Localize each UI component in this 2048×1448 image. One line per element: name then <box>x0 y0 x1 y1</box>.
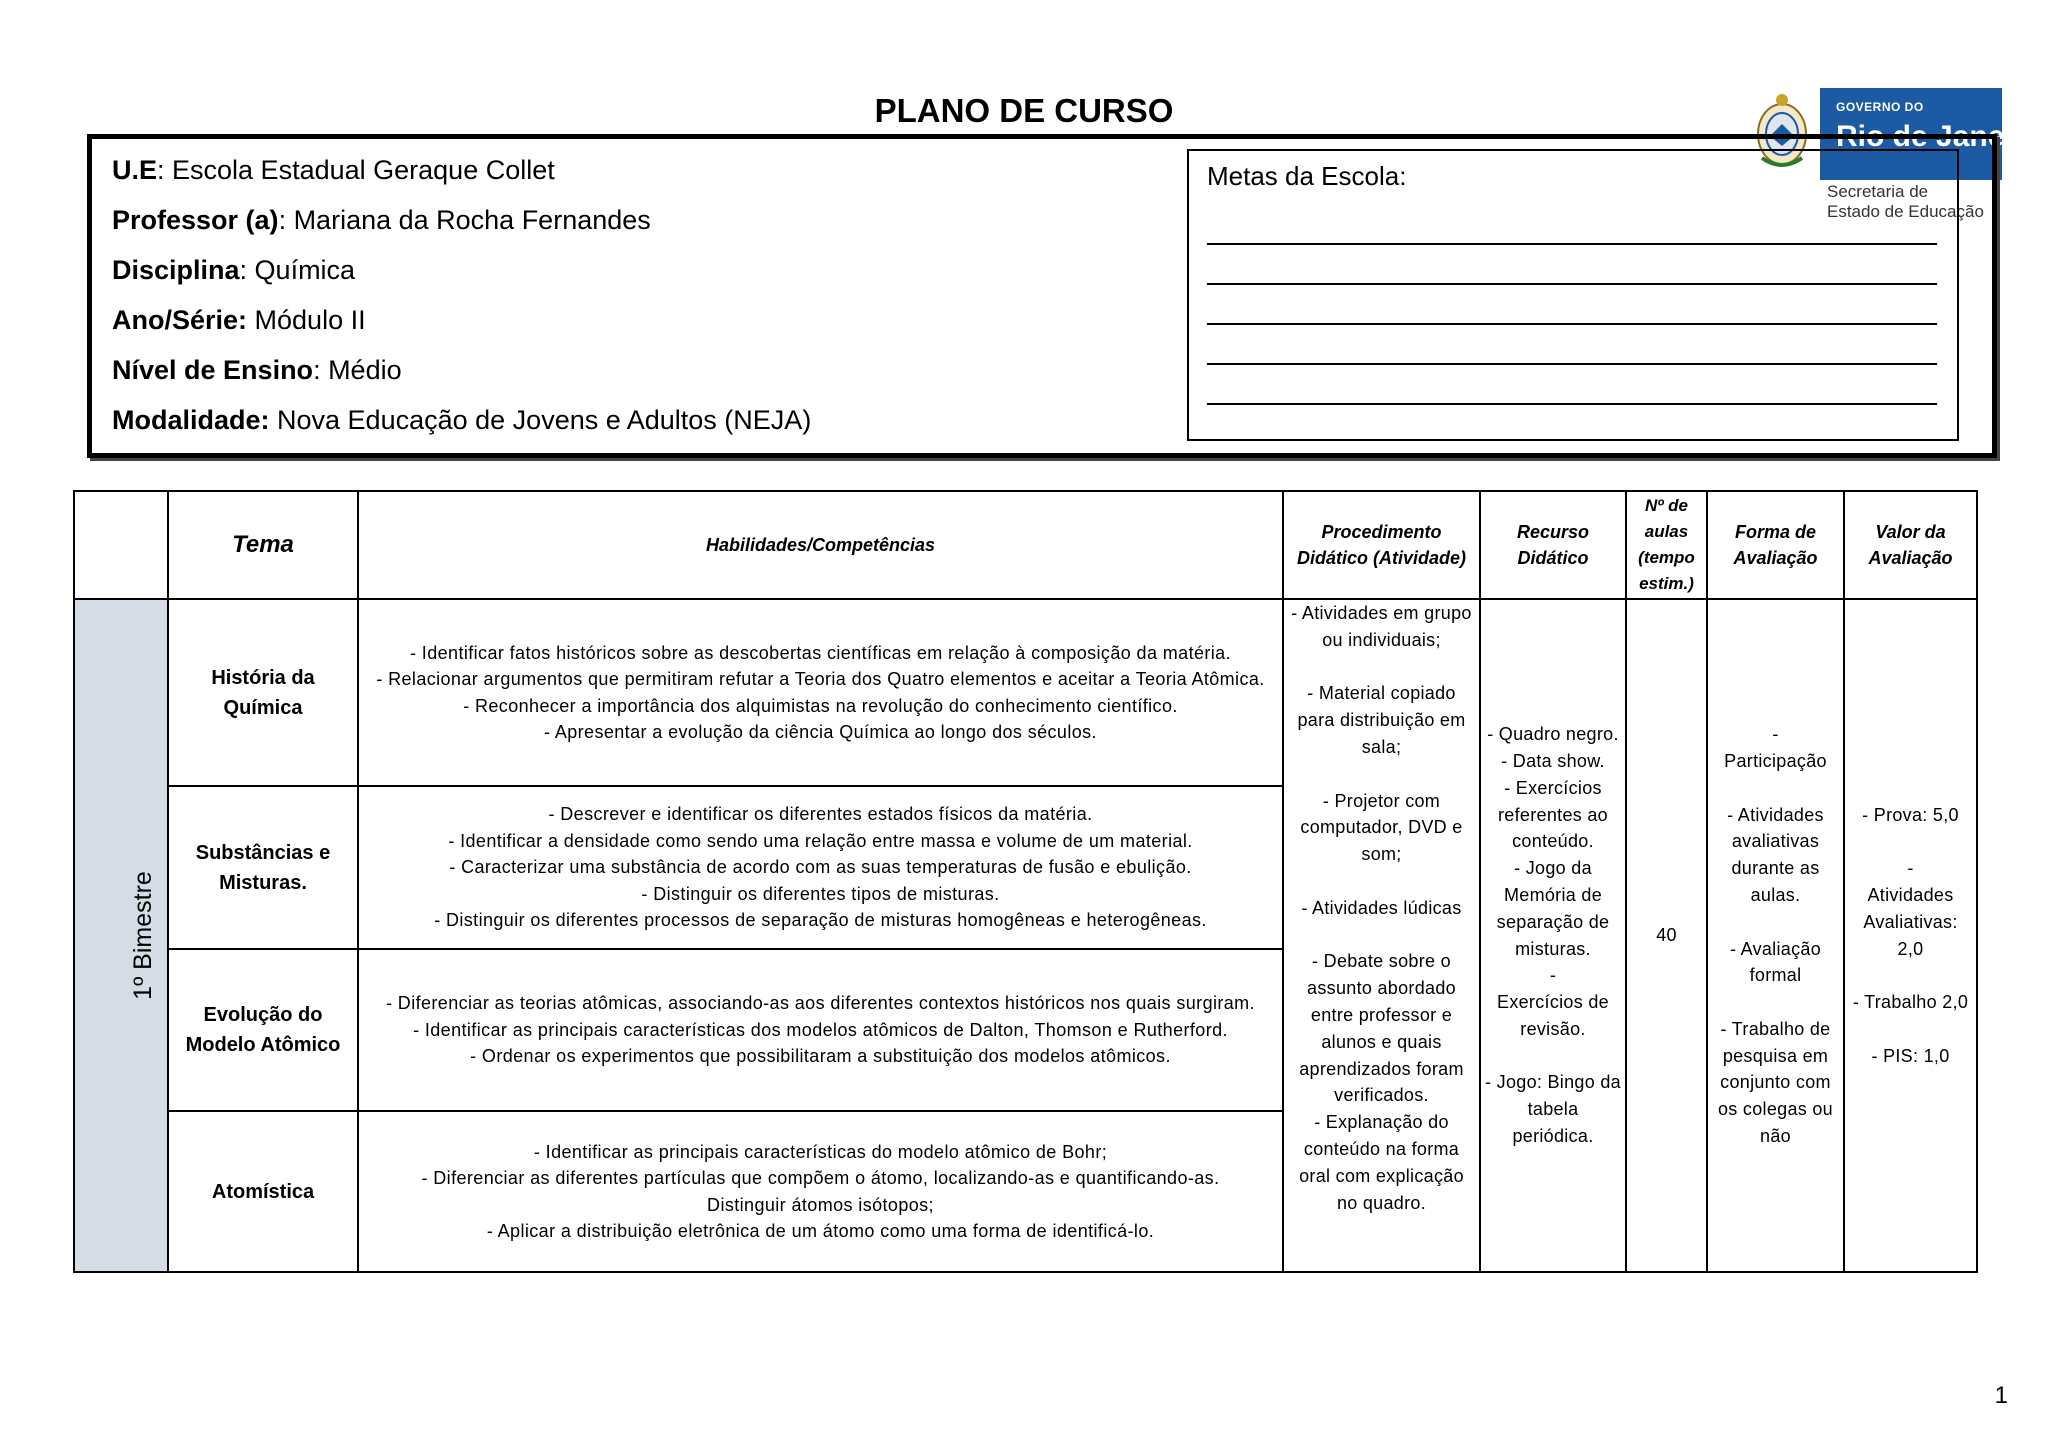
header-valor: Valor da Avaliação <box>1844 491 1977 599</box>
info-nivel-label: Nível de Ensino <box>112 355 314 385</box>
habilidade-item: - Relacionar argumentos que permitiram refutar a Teoria dos Quatro elementos e aceitar a Teoria Atômica. <box>376 669 1265 689</box>
goals-title: Metas da Escola: <box>1207 161 1407 191</box>
habilidade-item: - Identificar as principais características do modelo atômico de Bohr; <box>533 1141 1108 1162</box>
info-professor-label: Professor (a) <box>112 205 279 235</box>
header-recurso: Recurso Didático <box>1480 491 1626 599</box>
info-ue <box>112 155 555 186</box>
goal-blank-line[interactable] <box>1207 403 1937 405</box>
goal-blank-line[interactable] <box>1207 363 1937 365</box>
habilidade-item: - Aplicar a distribuição eletrônica de um átomo como uma forma de identificá-lo. <box>486 1221 1155 1241</box>
bimestre-cell <box>74 599 168 1272</box>
valor-cell <box>1844 599 1977 1272</box>
tema-cell: Substâncias e Misturas. <box>168 786 358 949</box>
info-disciplina-label: Disciplina <box>112 255 240 285</box>
goal-blank-line[interactable] <box>1207 243 1937 245</box>
info-modalidade <box>112 405 811 436</box>
bimestre-label: 1º Bimestre <box>128 871 157 1000</box>
course-plan-table <box>73 490 1978 1273</box>
info-ano <box>112 305 366 336</box>
info-professor-value: : Mariana da Rocha Fernandes <box>278 205 651 235</box>
habilidade-item: - Identificar fatos históricos sobre as descobertas científicas em relação à composição da matéria. <box>410 642 1231 663</box>
logo-subtext-2: Estado de Educação <box>1827 202 1984 221</box>
school-goals-box <box>1187 149 1959 441</box>
habilidade-item: - Ordenar os experimentos que possibilitaram a substituição dos modelos atômicos. <box>470 1046 1171 1067</box>
table-header-row <box>74 491 1977 599</box>
procedimento-cell <box>1283 599 1480 1272</box>
info-ue-label: U.E <box>112 155 158 185</box>
goal-blank-line[interactable] <box>1207 283 1937 285</box>
habilidades-cell <box>358 949 1283 1111</box>
habilidade-item: Distinguir átomos isótopos; <box>707 1194 934 1215</box>
info-disciplina-value: : Química <box>239 255 356 285</box>
habilidades-cell <box>358 1111 1283 1272</box>
habilidade-item: - Identificar as principais características dos modelos atômicos de Dalton, Thomson e Rutherford. <box>413 1019 1228 1040</box>
habilidades-cell <box>358 786 1283 949</box>
habilidade-item: - Identificar a densidade como sendo uma relação entre massa e volume de um material. <box>448 830 1193 851</box>
habilidade-item: - Distinguir os diferentes tipos de misturas. <box>641 883 1000 904</box>
info-ue-value: : Escola Estadual Geraque Collet <box>157 155 555 185</box>
info-modalidade-label: Modalidade: <box>112 405 270 435</box>
tema-cell: História da Química <box>168 599 358 786</box>
forma-text: - Participação - Atividades avaliativas durante as aulas. - Avaliação formal - Trabalho de pesquisa em conjunto com os colegas ou não <box>1718 724 1833 1147</box>
header-empty <box>74 491 168 599</box>
habilidades-cell <box>358 599 1283 786</box>
habilidade-item: - Descrever e identificar os diferentes estados físicos da matéria. <box>548 804 1093 825</box>
header-procedimento: Procedimento Didático (Atividade) <box>1283 491 1480 599</box>
info-modalidade-value: Nova Educação de Jovens e Adultos (NEJA) <box>269 405 812 435</box>
info-disciplina <box>112 255 355 286</box>
habilidade-item: - Distinguir os diferentes processos de separação de misturas homogêneas e heterogêneas. <box>434 910 1207 931</box>
page-title: PLANO DE CURSO <box>874 92 1174 129</box>
info-ano-value: Módulo II <box>247 305 366 335</box>
header-habilidades: Habilidades/Competências <box>358 491 1283 599</box>
header-aulas: Nº de aulas (tempo estim.) <box>1626 491 1707 599</box>
habilidade-item: - Apresentar a evolução da ciência Química ao longo dos séculos. <box>544 722 1097 742</box>
info-nivel-value: : Médio <box>313 355 402 385</box>
info-professor <box>112 205 651 236</box>
habilidade-item: - Diferenciar as diferentes partículas que compõem o átomo, localizando-as e quantificando-as. <box>421 1168 1220 1188</box>
recurso-text: - Quadro negro. - Data show. - Exercícios referentes ao conteúdo. - Jogo da Memória de separação de misturas. - Exercícios de revisão. - Jogo: Bingo da tabela periódica. <box>1485 724 1621 1147</box>
valor-text: - Prova: 5,0 - Atividades Avaliativas: 2,0 - Trabalho 2,0 - PIS: 1,0 <box>1852 804 1969 1066</box>
recurso-cell <box>1480 599 1626 1272</box>
habilidade-item: - Caracterizar uma substância de acordo com as suas temperaturas de fusão e ebulição. <box>449 857 1192 878</box>
logo-text-small: GOVERNO DO <box>1836 100 1924 114</box>
header-forma: Forma de Avaliação <box>1707 491 1844 599</box>
procedimento-text: - Atividades em grupo ou individuais; - Material copiado para distribuição em sala; - Projetor com computador, DVD e som; - Atividades lúdicas - Debate sobre o assunto abordado entre professor e alunos e quais aprendizados foram verificados. - Explanação do conteúdo na forma oral com explicação no quadro. <box>1291 603 1472 1213</box>
logo-subtext-1: Secretaria de <box>1827 182 1929 201</box>
tema-cell: Atomística <box>168 1111 358 1272</box>
habilidade-item: - Diferenciar as teorias atômicas, associando-as aos diferentes contextos históricos nos quais surgiram. <box>386 993 1255 1014</box>
tema-cell: Evolução do Modelo Atômico <box>168 949 358 1111</box>
goal-blank-line[interactable] <box>1207 323 1937 325</box>
logo-text-big: Rio de Janeiro <box>1836 120 2043 153</box>
habilidade-item: - Reconhecer a importância dos alquimistas na revolução do conhecimento científico. <box>463 695 1178 716</box>
aulas-value: 40 <box>1656 925 1677 946</box>
page-number: 1 <box>1994 1382 2008 1409</box>
table-row <box>74 599 1977 786</box>
info-ano-label: Ano/Série: <box>112 305 248 335</box>
aulas-cell <box>1626 599 1707 1272</box>
info-nivel <box>112 355 402 386</box>
header-tema: Tema <box>168 491 358 599</box>
forma-cell <box>1707 599 1844 1272</box>
